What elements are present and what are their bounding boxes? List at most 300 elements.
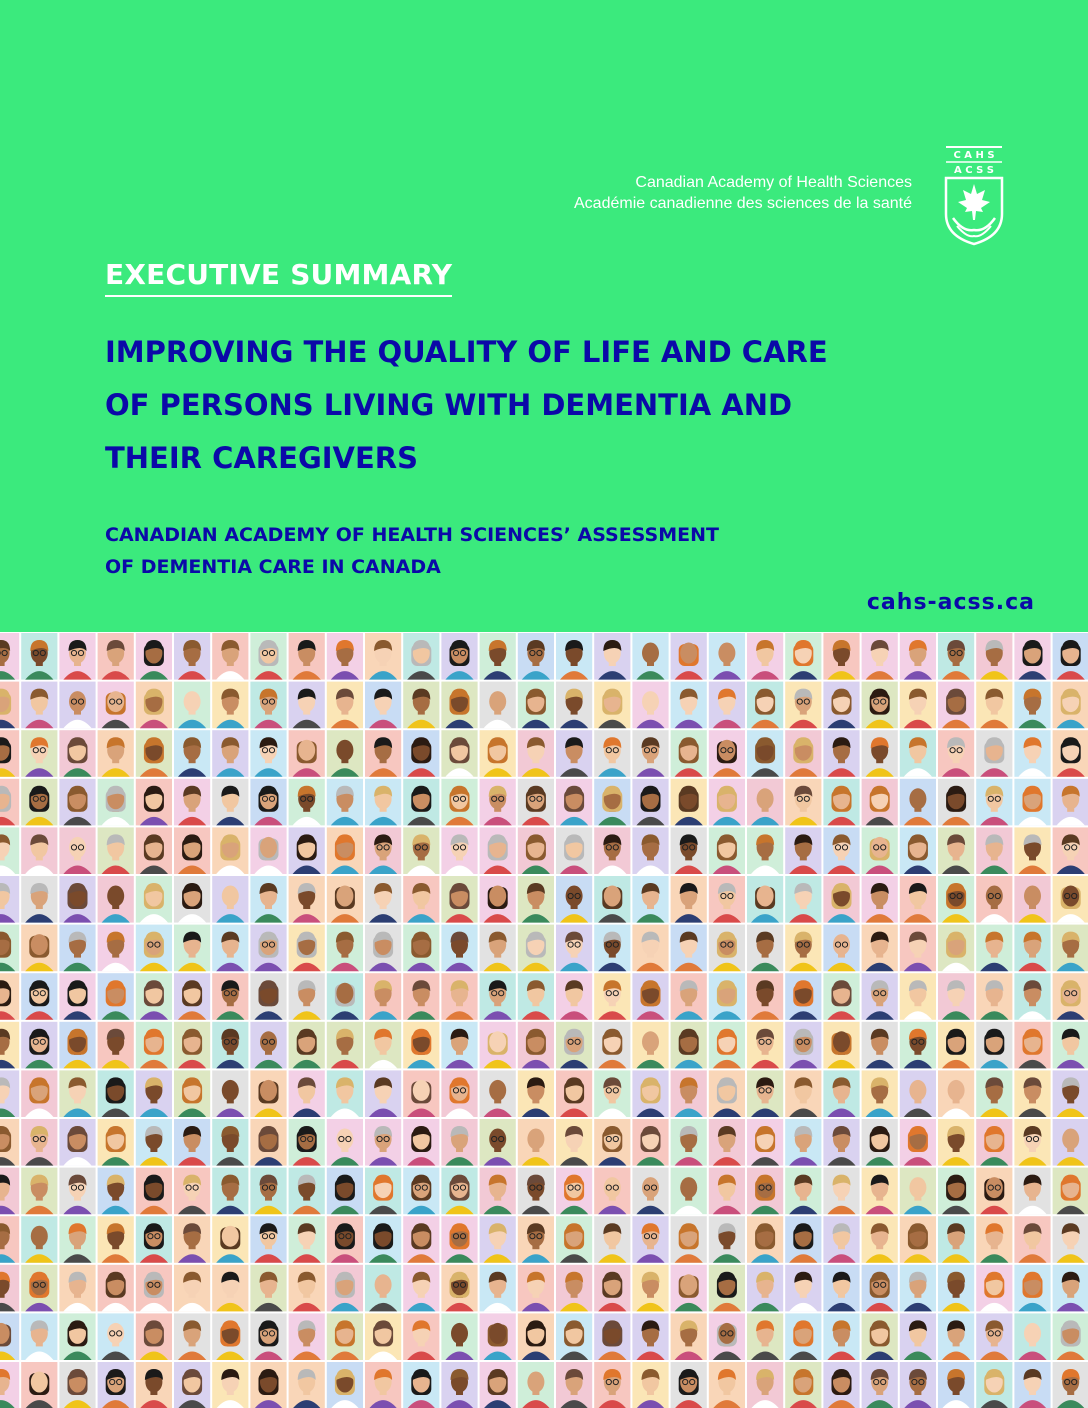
portrait-tile xyxy=(632,682,668,729)
portrait-tile xyxy=(938,1070,974,1117)
portrait-tile xyxy=(938,730,974,777)
portrait-tile xyxy=(136,1216,172,1263)
portrait-tile xyxy=(900,925,936,972)
portrait-tile xyxy=(480,1168,516,1215)
portrait-tile xyxy=(709,633,745,680)
portrait-tile xyxy=(671,1362,707,1408)
portrait-tile xyxy=(785,682,821,729)
portrait-tile xyxy=(823,779,859,826)
portrait-tile xyxy=(900,1265,936,1312)
portrait-tile xyxy=(556,1216,592,1263)
portrait-tile xyxy=(862,1022,898,1069)
portrait-tile xyxy=(250,730,286,777)
portrait-tile xyxy=(212,827,248,874)
portrait-tile xyxy=(480,1313,516,1360)
portrait-tile xyxy=(747,1168,783,1215)
portrait-tile xyxy=(441,1362,477,1408)
portrait-tile xyxy=(327,1119,363,1166)
portrait-tile xyxy=(21,1022,57,1069)
portrait-tile xyxy=(136,827,172,874)
portrait-tile xyxy=(403,925,439,972)
portrait-tile xyxy=(480,682,516,729)
portrait-tile xyxy=(480,1362,516,1408)
org-name-english: Canadian Academy of Health Sciences xyxy=(635,174,912,191)
portrait-tile xyxy=(862,1216,898,1263)
organization-names xyxy=(574,172,912,214)
portrait-tile xyxy=(441,1168,477,1215)
portrait-tile xyxy=(59,1216,95,1263)
title-line: IMPROVING THE QUALITY OF LIFE AND CARE xyxy=(105,335,828,369)
portrait-tile xyxy=(365,1070,401,1117)
portrait-tile xyxy=(441,1265,477,1312)
portrait-tile xyxy=(441,1313,477,1360)
portrait-tile xyxy=(862,1070,898,1117)
subtitle-line: CANADIAN ACADEMY OF HEALTH SCIENCES’ ASSESSMENT xyxy=(105,524,719,546)
portrait-tile xyxy=(823,925,859,972)
portrait-tile xyxy=(823,730,859,777)
portrait-tile xyxy=(747,876,783,923)
portrait-tile xyxy=(1014,1362,1050,1408)
portrait-tile xyxy=(212,1070,248,1117)
portrait-tile xyxy=(365,1022,401,1069)
portrait-tile xyxy=(136,973,172,1020)
portrait-tile xyxy=(632,973,668,1020)
portrait-tile xyxy=(1053,827,1088,874)
portrait-tile xyxy=(327,876,363,923)
portrait-tile xyxy=(59,779,95,826)
portrait-tile xyxy=(136,1070,172,1117)
portrait-tile xyxy=(212,925,248,972)
portrait-tile xyxy=(862,925,898,972)
portrait-tile xyxy=(0,1022,19,1069)
portrait-tile xyxy=(441,827,477,874)
website-url[interactable]: cahs-acss.ca xyxy=(866,590,1035,615)
portrait-tile xyxy=(174,973,210,1020)
portrait-tile xyxy=(938,1216,974,1263)
portrait-tile xyxy=(441,682,477,729)
portrait-tile xyxy=(327,1265,363,1312)
portrait-tile xyxy=(900,876,936,923)
portrait-tile xyxy=(671,730,707,777)
portrait-tile xyxy=(1053,1022,1088,1069)
portrait-tile xyxy=(556,1265,592,1312)
portrait-tile xyxy=(59,827,95,874)
portrait-tile xyxy=(518,1070,554,1117)
portrait-tile xyxy=(594,633,630,680)
org-name-french: Académie canadienne des sciences de la santé xyxy=(574,195,912,212)
portrait-tile xyxy=(1053,1119,1088,1166)
portrait-tile xyxy=(976,1168,1012,1215)
portrait-tile xyxy=(136,1313,172,1360)
portrait-tile xyxy=(0,1119,19,1166)
portrait-tile xyxy=(250,633,286,680)
portrait-tile xyxy=(518,876,554,923)
portrait-tile xyxy=(594,682,630,729)
portrait-tile xyxy=(1014,779,1050,826)
portrait-tile xyxy=(136,1168,172,1215)
portrait-tile xyxy=(747,633,783,680)
portrait-tile xyxy=(365,1362,401,1408)
portrait-tile xyxy=(98,730,134,777)
portrait-tile xyxy=(136,682,172,729)
portrait-tile xyxy=(250,779,286,826)
portrait-tile xyxy=(250,1070,286,1117)
portrait-tile xyxy=(365,876,401,923)
portrait-tile xyxy=(174,682,210,729)
portrait-tile xyxy=(518,779,554,826)
portrait-tile xyxy=(747,1362,783,1408)
portrait-tile xyxy=(0,730,19,777)
portrait-tile xyxy=(98,633,134,680)
portrait-tile xyxy=(785,827,821,874)
portrait-tile xyxy=(556,1362,592,1408)
portrait-tile xyxy=(556,925,592,972)
portrait-tile xyxy=(862,876,898,923)
portrait-tile xyxy=(59,973,95,1020)
portrait-tile xyxy=(632,779,668,826)
portrait-tile xyxy=(0,1265,19,1312)
portrait-tile xyxy=(594,730,630,777)
portrait-tile xyxy=(709,1313,745,1360)
portrait-tile xyxy=(632,1313,668,1360)
portrait-tile xyxy=(900,779,936,826)
portrait-tile xyxy=(250,1313,286,1360)
portrait-tile xyxy=(671,1119,707,1166)
portrait-tile xyxy=(785,779,821,826)
portrait-tile xyxy=(785,1119,821,1166)
portrait-tile xyxy=(98,1313,134,1360)
portrait-tile xyxy=(289,1313,325,1360)
portrait-tile xyxy=(441,925,477,972)
portrait-tile xyxy=(59,1070,95,1117)
portrait-tile xyxy=(862,1168,898,1215)
portrait-tile xyxy=(250,1265,286,1312)
portrait-tile xyxy=(938,1022,974,1069)
portrait-tile xyxy=(862,633,898,680)
portrait-tile xyxy=(862,682,898,729)
portrait-tile xyxy=(938,876,974,923)
portrait-tile xyxy=(518,827,554,874)
portrait-tile xyxy=(938,682,974,729)
portrait-tile xyxy=(823,1362,859,1408)
portrait-tile xyxy=(289,1070,325,1117)
portrait-tile xyxy=(632,1362,668,1408)
portrait-tile xyxy=(900,827,936,874)
portrait-tile xyxy=(1014,1216,1050,1263)
portrait-tile xyxy=(594,973,630,1020)
portrait-tile xyxy=(556,779,592,826)
portrait-tile xyxy=(1014,1119,1050,1166)
portrait-tile xyxy=(327,827,363,874)
portrait-tile xyxy=(212,973,248,1020)
portrait-tile xyxy=(938,827,974,874)
portrait-tile xyxy=(785,1313,821,1360)
portrait-tile xyxy=(518,730,554,777)
portrait-tile xyxy=(0,973,19,1020)
portrait-tile xyxy=(900,1119,936,1166)
portrait-tile xyxy=(823,1022,859,1069)
portrait-tile xyxy=(1053,1070,1088,1117)
portrait-tile xyxy=(594,925,630,972)
portrait-tile xyxy=(250,1022,286,1069)
portrait-tile xyxy=(785,1168,821,1215)
portrait-tile xyxy=(1053,1362,1088,1408)
portrait-tile xyxy=(327,1168,363,1215)
portrait-tile xyxy=(327,925,363,972)
svg-text:A C S S: A C S S xyxy=(954,165,994,176)
portrait-tile xyxy=(632,876,668,923)
portrait-tile xyxy=(289,925,325,972)
portrait-tile xyxy=(327,682,363,729)
portrait-tile xyxy=(480,1022,516,1069)
portrait-tile xyxy=(976,730,1012,777)
portrait-tile xyxy=(21,1265,57,1312)
portrait-tile xyxy=(327,779,363,826)
portrait-tile xyxy=(862,827,898,874)
portrait-tile xyxy=(976,876,1012,923)
portrait-tile xyxy=(403,1119,439,1166)
portrait-tile xyxy=(365,1313,401,1360)
portrait-tile xyxy=(365,827,401,874)
portrait-tile xyxy=(0,876,19,923)
portrait-tile xyxy=(747,730,783,777)
portrait-tile xyxy=(327,1313,363,1360)
portrait-tile xyxy=(365,925,401,972)
portrait-tile xyxy=(212,1313,248,1360)
portrait-tile xyxy=(747,1022,783,1069)
portrait-tile xyxy=(174,1119,210,1166)
portrait-tile xyxy=(976,633,1012,680)
portrait-tile xyxy=(98,827,134,874)
portrait-tile xyxy=(671,633,707,680)
portrait-tile xyxy=(174,1313,210,1360)
portrait-tile xyxy=(862,1265,898,1312)
portrait-tile xyxy=(327,1022,363,1069)
portrait-tile xyxy=(823,1070,859,1117)
portrait-tile xyxy=(785,1265,821,1312)
portrait-tile xyxy=(709,1216,745,1263)
portrait-tile xyxy=(632,1070,668,1117)
portrait-tile xyxy=(709,1022,745,1069)
portrait-tile xyxy=(480,1070,516,1117)
portrait-tile xyxy=(900,1022,936,1069)
portrait-tile xyxy=(98,1070,134,1117)
portrait-tile xyxy=(403,973,439,1020)
portrait-tile xyxy=(480,779,516,826)
portrait-tile xyxy=(785,925,821,972)
portrait-tile xyxy=(632,1216,668,1263)
portrait-tile xyxy=(1053,730,1088,777)
portrait-tile xyxy=(938,1119,974,1166)
portrait-tile xyxy=(0,779,19,826)
portrait-tile xyxy=(632,1119,668,1166)
cover-header xyxy=(0,0,1088,632)
portrait-tile xyxy=(98,1265,134,1312)
portrait-tile xyxy=(938,779,974,826)
portrait-tile xyxy=(785,730,821,777)
portrait-tile xyxy=(556,1313,592,1360)
portrait-tile xyxy=(441,1022,477,1069)
portrait-tile xyxy=(671,1070,707,1117)
portrait-tile xyxy=(1053,925,1088,972)
portrait-tile xyxy=(518,633,554,680)
portrait-tile xyxy=(823,973,859,1020)
portrait-tile xyxy=(21,1119,57,1166)
portrait-tile xyxy=(98,1216,134,1263)
portrait-tile xyxy=(785,1022,821,1069)
portrait-tile xyxy=(1053,973,1088,1020)
portrait-tile xyxy=(594,1022,630,1069)
portrait-tile xyxy=(671,876,707,923)
portrait-tile xyxy=(403,1216,439,1263)
portrait-tile xyxy=(938,1362,974,1408)
portrait-tile xyxy=(403,827,439,874)
portrait-tile xyxy=(441,973,477,1020)
portrait-tile xyxy=(0,1313,19,1360)
portrait-tile xyxy=(823,827,859,874)
portrait-tile xyxy=(671,1168,707,1215)
portrait-tile xyxy=(1014,876,1050,923)
portrait-tile xyxy=(938,973,974,1020)
portrait-tile xyxy=(289,633,325,680)
portrait-tile xyxy=(900,1362,936,1408)
portrait-tile xyxy=(403,682,439,729)
title-line: THEIR CAREGIVERS xyxy=(105,441,419,475)
portrait-tile xyxy=(212,779,248,826)
portrait-tile xyxy=(98,1022,134,1069)
portrait-tile xyxy=(0,682,19,729)
portrait-tile xyxy=(900,682,936,729)
portrait-tile xyxy=(823,682,859,729)
portrait-tile xyxy=(518,1362,554,1408)
portrait-tile xyxy=(289,1216,325,1263)
portrait-tile xyxy=(174,876,210,923)
portrait-tile xyxy=(327,1216,363,1263)
section-label: EXECUTIVE SUMMARY xyxy=(105,258,452,297)
portrait-tile xyxy=(403,730,439,777)
portrait-tile xyxy=(976,682,1012,729)
portrait-tile xyxy=(0,827,19,874)
portrait-tile xyxy=(212,730,248,777)
portrait-tile xyxy=(976,1313,1012,1360)
portrait-tile xyxy=(0,1070,19,1117)
portrait-tile xyxy=(747,925,783,972)
portrait-tile xyxy=(823,1216,859,1263)
portrait-tile xyxy=(59,1265,95,1312)
portrait-tile xyxy=(976,1216,1012,1263)
portrait-tile xyxy=(59,925,95,972)
portrait-tile xyxy=(518,1265,554,1312)
portrait-tile xyxy=(709,925,745,972)
portrait-tile xyxy=(21,827,57,874)
portrait-tile xyxy=(594,1265,630,1312)
portrait-tile xyxy=(632,730,668,777)
portrait-tile xyxy=(21,1313,57,1360)
portrait-tile xyxy=(594,779,630,826)
portrait-tile xyxy=(403,1265,439,1312)
portrait-tile xyxy=(671,925,707,972)
portrait-tile xyxy=(289,1119,325,1166)
cahs-logo xyxy=(943,144,1005,246)
portrait-tile xyxy=(1014,1313,1050,1360)
portrait-tile xyxy=(938,633,974,680)
portrait-tile xyxy=(671,1216,707,1263)
portrait-tile xyxy=(441,779,477,826)
portrait-tile xyxy=(823,1313,859,1360)
portrait-tile xyxy=(632,1168,668,1215)
portrait-tile xyxy=(938,925,974,972)
portrait-tile xyxy=(900,973,936,1020)
portrait-tile xyxy=(174,1070,210,1117)
portrait-tile xyxy=(21,1216,57,1263)
portrait-tile xyxy=(136,1022,172,1069)
portrait-tile xyxy=(785,1216,821,1263)
portrait-tile xyxy=(747,1265,783,1312)
portrait-tile xyxy=(174,633,210,680)
portrait-tile xyxy=(671,827,707,874)
portrait-tile xyxy=(174,827,210,874)
portrait-tile xyxy=(250,876,286,923)
portrait-tile xyxy=(21,633,57,680)
portrait-tile xyxy=(709,973,745,1020)
document-title xyxy=(105,326,905,485)
portrait-tile xyxy=(900,730,936,777)
portrait-tile xyxy=(250,1168,286,1215)
portrait-tile xyxy=(212,682,248,729)
portrait-tile xyxy=(518,1313,554,1360)
portrait-tile xyxy=(480,973,516,1020)
portrait-tile xyxy=(403,1168,439,1215)
portrait-tile xyxy=(1014,682,1050,729)
portrait-tile xyxy=(365,1265,401,1312)
portrait-tile xyxy=(174,925,210,972)
portrait-tile xyxy=(709,682,745,729)
portrait-tile xyxy=(556,973,592,1020)
portrait-tile xyxy=(480,730,516,777)
portrait-tile xyxy=(250,827,286,874)
portrait-tile xyxy=(250,682,286,729)
portrait-tile xyxy=(289,876,325,923)
portrait-tile xyxy=(556,1022,592,1069)
portrait-tile xyxy=(976,1119,1012,1166)
portrait-tile xyxy=(212,1216,248,1263)
portrait-tile xyxy=(1014,1070,1050,1117)
portrait-tile xyxy=(289,1265,325,1312)
portrait-tile xyxy=(0,633,19,680)
portrait-tile xyxy=(250,973,286,1020)
portrait-tile xyxy=(403,1070,439,1117)
portrait-tile xyxy=(632,1265,668,1312)
portrait-tile xyxy=(1053,1216,1088,1263)
portrait-tile xyxy=(59,1168,95,1215)
portrait-tile xyxy=(747,827,783,874)
portrait-tile xyxy=(365,779,401,826)
portrait-tile xyxy=(1014,1168,1050,1215)
portrait-tile xyxy=(823,876,859,923)
portrait-tile xyxy=(327,1070,363,1117)
portrait-tile xyxy=(365,633,401,680)
portrait-tile xyxy=(1053,1313,1088,1360)
portrait-tile xyxy=(441,1119,477,1166)
portrait-tile xyxy=(174,1168,210,1215)
portrait-tile xyxy=(518,682,554,729)
portrait-tile xyxy=(174,1362,210,1408)
portrait-tile xyxy=(98,1362,134,1408)
portrait-tile xyxy=(747,1216,783,1263)
portrait-tile xyxy=(21,779,57,826)
portrait-tile xyxy=(250,1362,286,1408)
portrait-tile xyxy=(174,1216,210,1263)
